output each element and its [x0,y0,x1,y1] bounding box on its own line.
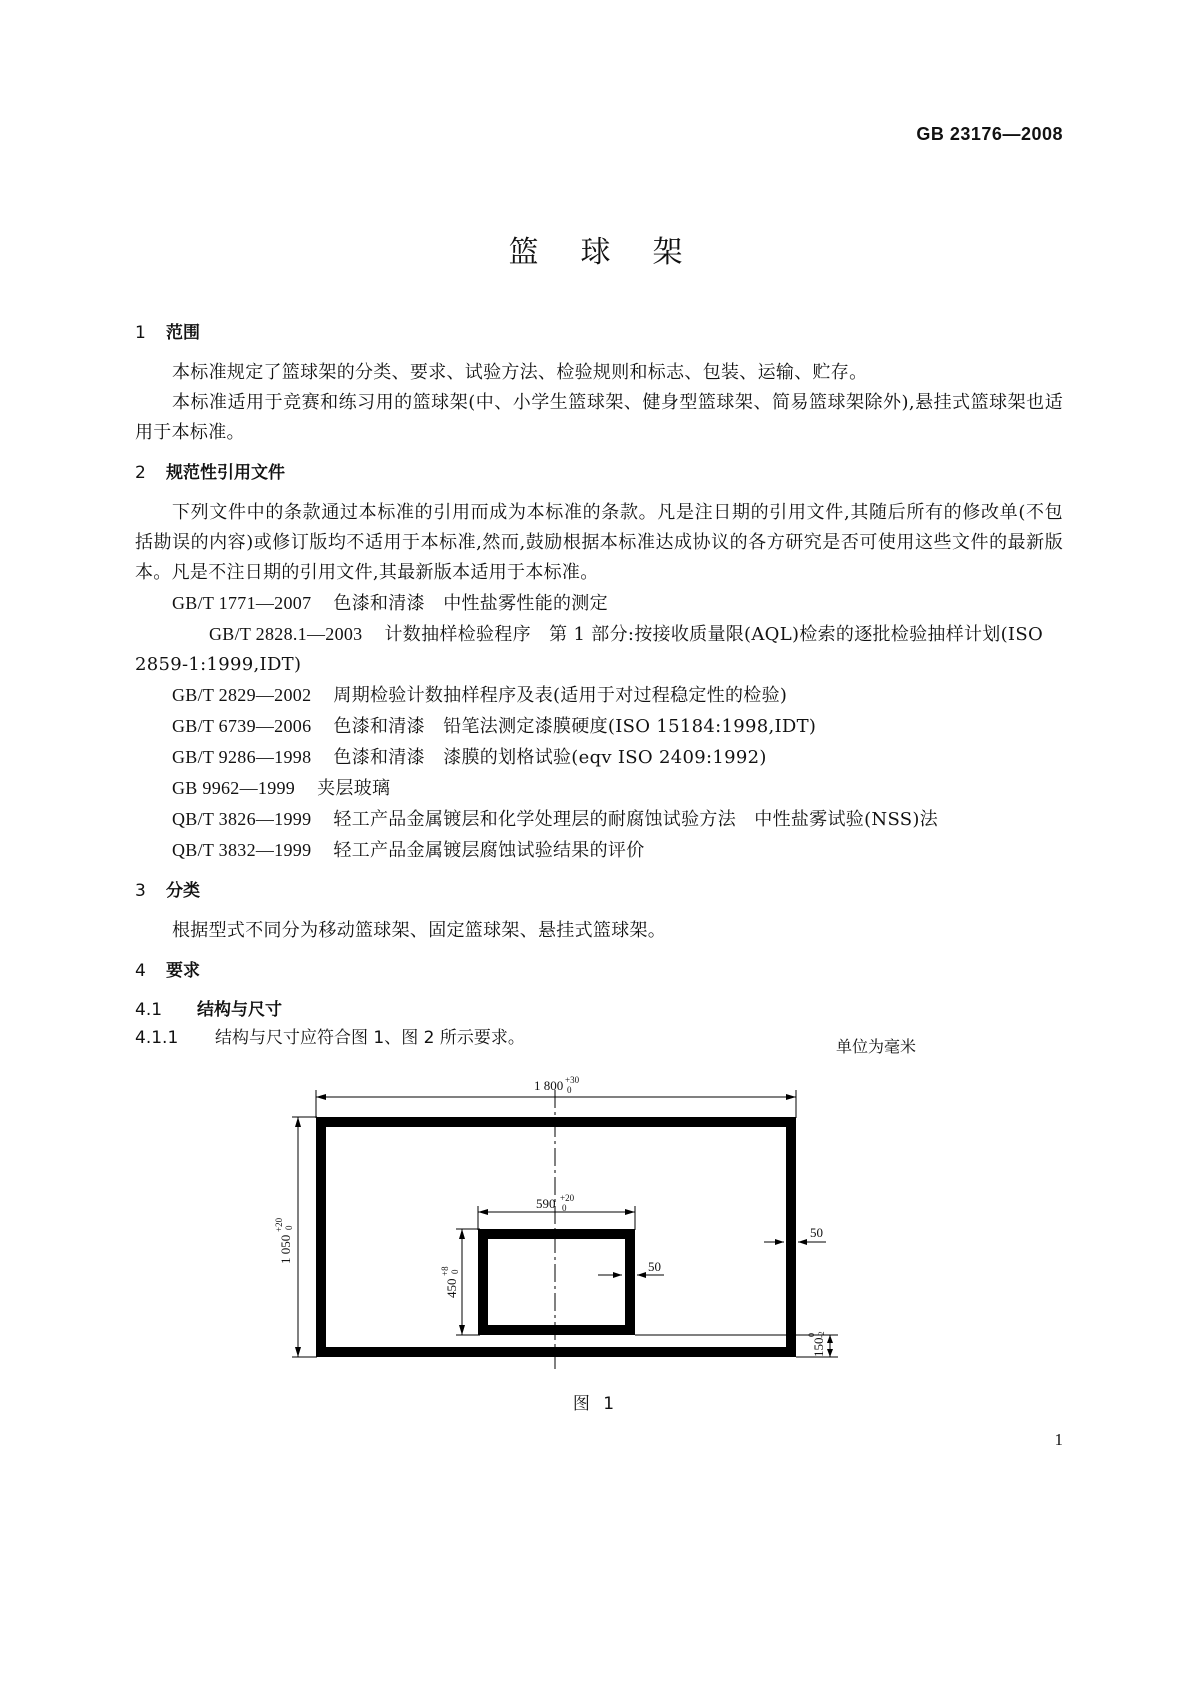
svg-text:0: 0 [807,1333,816,1337]
dim-inner-width: 590 [536,1196,556,1211]
dim-inner-height: 450 [444,1278,459,1298]
section-3-para-1: 根据型式不同分为移动篮球架、固定篮球架、悬挂式篮球架。 [172,920,667,941]
svg-text:0: 0 [562,1203,567,1213]
inner-frame [483,1234,630,1330]
doc-title: 篮球架 [508,235,725,270]
doc-body [135,318,1063,1052]
svg-text:+8: +8 [440,1266,450,1276]
svg-text:+20: +20 [274,1217,284,1232]
section-1-para-1: 本标准规定了篮球架的分类、要求、试验方法、检验规则和标志、包装、运输、贮存。 [172,362,868,383]
reference-item: QB/T 3826—1999 轻工产品金属镀层和化学处理层的耐腐蚀试验方法 中性盐雾试验(NSS)法 [172,809,939,830]
page-number: 1 [1054,1430,1063,1449]
dim-width: 1 800 [534,1078,564,1093]
svg-text:-2: -2 [817,1331,826,1338]
reference-item: GB/T 2828.1—2003 计数抽样检验程序 第 1 部分:按接收质量限(AQL)检索的逐批检验抽样计划(ISO 2859-1:1999,IDT) [135,624,1044,675]
reference-item: GB/T 6739—2006 色漆和清漆 铅笔法测定漆膜硬度(ISO 15184:1998,IDT) [172,716,817,737]
section-2-heading: 2 规范性引用文件 [135,463,285,483]
reference-item: GB 9962—1999 夹层玻璃 [172,778,391,799]
svg-text:0: 0 [450,1269,460,1274]
svg-text:+30: +30 [565,1075,580,1085]
svg-text:+20: +20 [560,1193,575,1203]
section-3-heading: 3 分类 [135,881,200,901]
figure-caption: 图 1 [572,1394,619,1414]
section-4-1-heading: 4.1 结构与尺寸 [135,1000,282,1020]
reference-item: GB/T 1771—2007 色漆和清漆 中性盐雾性能的测定 [172,593,608,614]
reference-item: QB/T 3832—1999 轻工产品金属镀层腐蚀试验结果的评价 [172,840,645,861]
section-2-para-1: 下列文件中的条款通过本标准的引用而成为本标准的条款。凡是注日期的引用文件,其随后所有的修改单(不包括勘误的内容)或修订版均不适用于本标准,然而,鼓励根据本标准达成协议的各方研究是否可使用这些文件的最新版本。凡是不注日期的引用文件,其最新版本适用于本标准。 [135,502,1063,583]
dim-bottom-gap: 150 [811,1337,826,1357]
backboard-drawing [270,1070,870,1380]
unit-note: 单位为毫米 [835,1037,916,1056]
section-4-heading: 4 要求 [135,961,200,981]
section-1-para-2: 本标准适用于竞赛和练习用的篮球架(中、小学生篮球架、健身型篮球架、简易篮球架除外),悬挂式篮球架也适用于本标准。 [135,392,1063,443]
svg-text:0: 0 [284,1225,294,1230]
section-1-heading: 1 范围 [135,323,200,343]
dim-outer-border: 50 [810,1225,823,1240]
reference-item: GB/T 2829—2002 周期检验计数抽样程序及表(适用于对过程稳定性的检验) [172,685,788,706]
svg-text:0: 0 [567,1085,572,1095]
reference-item: GB/T 9286—1998 色漆和清漆 漆膜的划格试验(eqv ISO 2409:1992) [172,747,767,768]
dim-inner-border: 50 [648,1259,661,1274]
dim-height: 1 050 [278,1234,293,1264]
doc-code-header: GB 23176—2008 [916,124,1063,144]
section-4-1-1-text: 4.1.1 结构与尺寸应符合图 1、图 2 所示要求。 [135,1028,525,1048]
